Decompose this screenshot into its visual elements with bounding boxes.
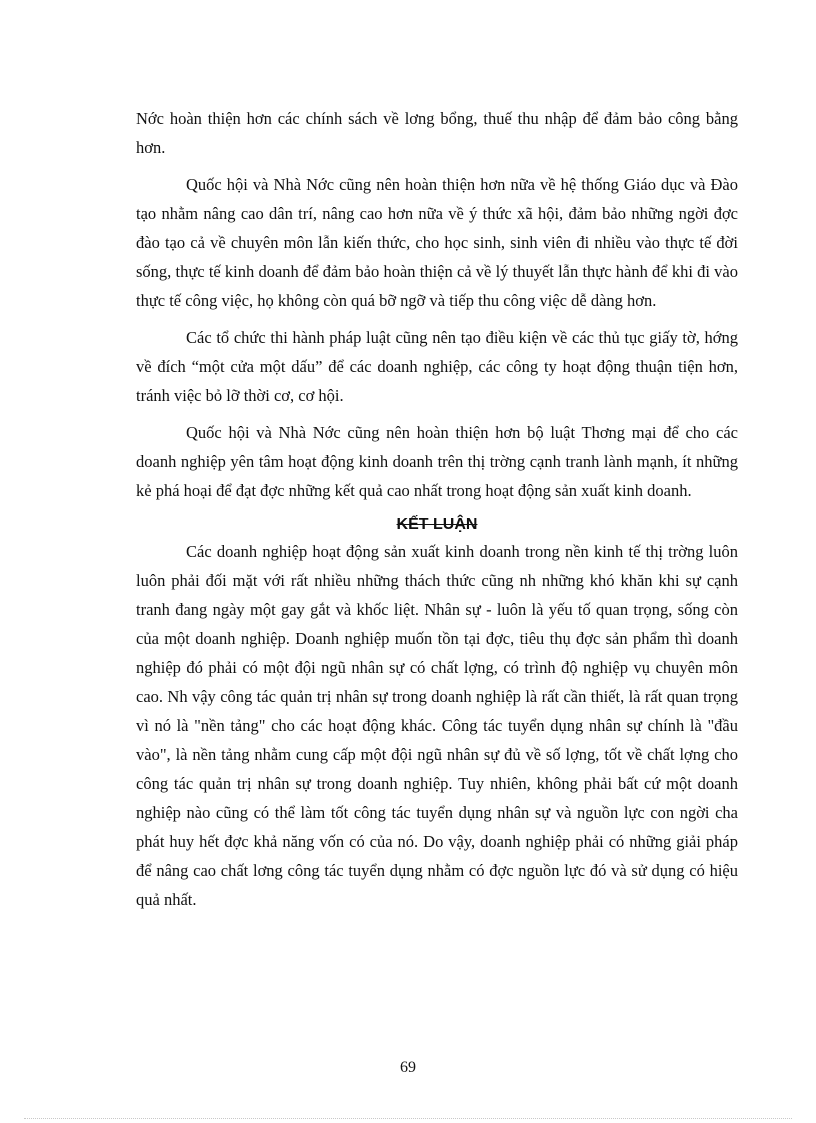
document-body [136, 104, 738, 914]
paragraph-1: Nớc hoàn thiện hơn các chính sách về lơng bổng, thuế thu nhập để đảm bảo công bằng hơn. [136, 109, 738, 157]
paragraph-4: Quốc hội và Nhà Nớc cũng nên hoàn thiện hơn bộ luật Thơng mại để cho các doanh nghiệp yên tâm hoạt động kinh doanh trên thị trờng cạnh tranh lành mạnh, ít những kẻ phá hoại để đạt đợc những kết quả cao nhất trong hoạt động sản xuất kinh doanh. [136, 423, 738, 500]
page-number: 69 [400, 1059, 416, 1076]
conclusion-paragraph: Các doanh nghiệp hoạt động sản xuất kinh doanh trong nền kinh tế thị trờng luôn luôn phải đối mặt với rất nhiều những thách thức cũng nh những khó khăn khi sự cạnh tranh đang ngày một gay gắt và khốc liệt. Nhân sự - luôn là yếu tố quan trọng, sống còn của một doanh nghiệp. Doanh nghiệp muốn tồn tại đợc, tiêu thụ đợc sản phẩm thì doanh nghiệp đó phải có một đội ngũ nhân sự có chất lợng, có trình độ nghiệp vụ chuyên môn cao. Nh vậy công tác quản trị nhân sự trong doanh nghiệp là rất cần thiết, là rất quan trọng vì nó là "nền tảng" cho các hoạt động khác. Công tác tuyển dụng nhân sự chính là "đầu vào", là nền tảng nhằm cung cấp một đội ngũ nhân sự đủ về số lợng, tốt về chất lợng cho công tác quản trị nhân sự trong doanh nghiệp. Tuy nhiên, không phải bất cứ một doanh nghiệp nào cũng có thể làm tốt công tác tuyển dụng nhân sự và nguồn lực con ngời cha phát huy hết đợc khả năng vốn có của nó. Do vậy, doanh nghiệp phải có những giải pháp để nâng cao chất lơng công tác tuyển dụng nhằm có đợc nguồn lực đó và sử dụng có hiệu quả nhất. [136, 542, 738, 909]
paragraph-3: Các tổ chức thi hành pháp luật cũng nên tạo điều kiện về các thủ tục giấy tờ, hớng về đích “một cửa một dấu” để các doanh nghiệp, các công ty hoạt động thuận tiện hơn, tránh việc bỏ lỡ thời cơ, cơ hội. [136, 328, 738, 405]
conclusion-heading: KẾT LUẬN [396, 516, 478, 533]
paragraph-2: Quốc hội và Nhà Nớc cũng nên hoàn thiện hơn nữa về hệ thống Giáo dục và Đào tạo nhằm nâng cao dân trí, nâng cao hơn nữa về ý thức xã hội, đảm bảo những ngời đợc đào tạo cả về chuyên môn lẫn kiến thức, cho học sinh, sinh viên đi nhiều vào thực tế đời sống, thực tế kinh doanh để đảm bảo hoàn thiện cả về lý thuyết lẫn thực hành để khi đi vào thực tế công việc, họ không còn quá bỡ ngỡ và tiếp thu công việc dễ dàng hơn. [136, 175, 738, 310]
footer-divider [24, 1118, 792, 1119]
